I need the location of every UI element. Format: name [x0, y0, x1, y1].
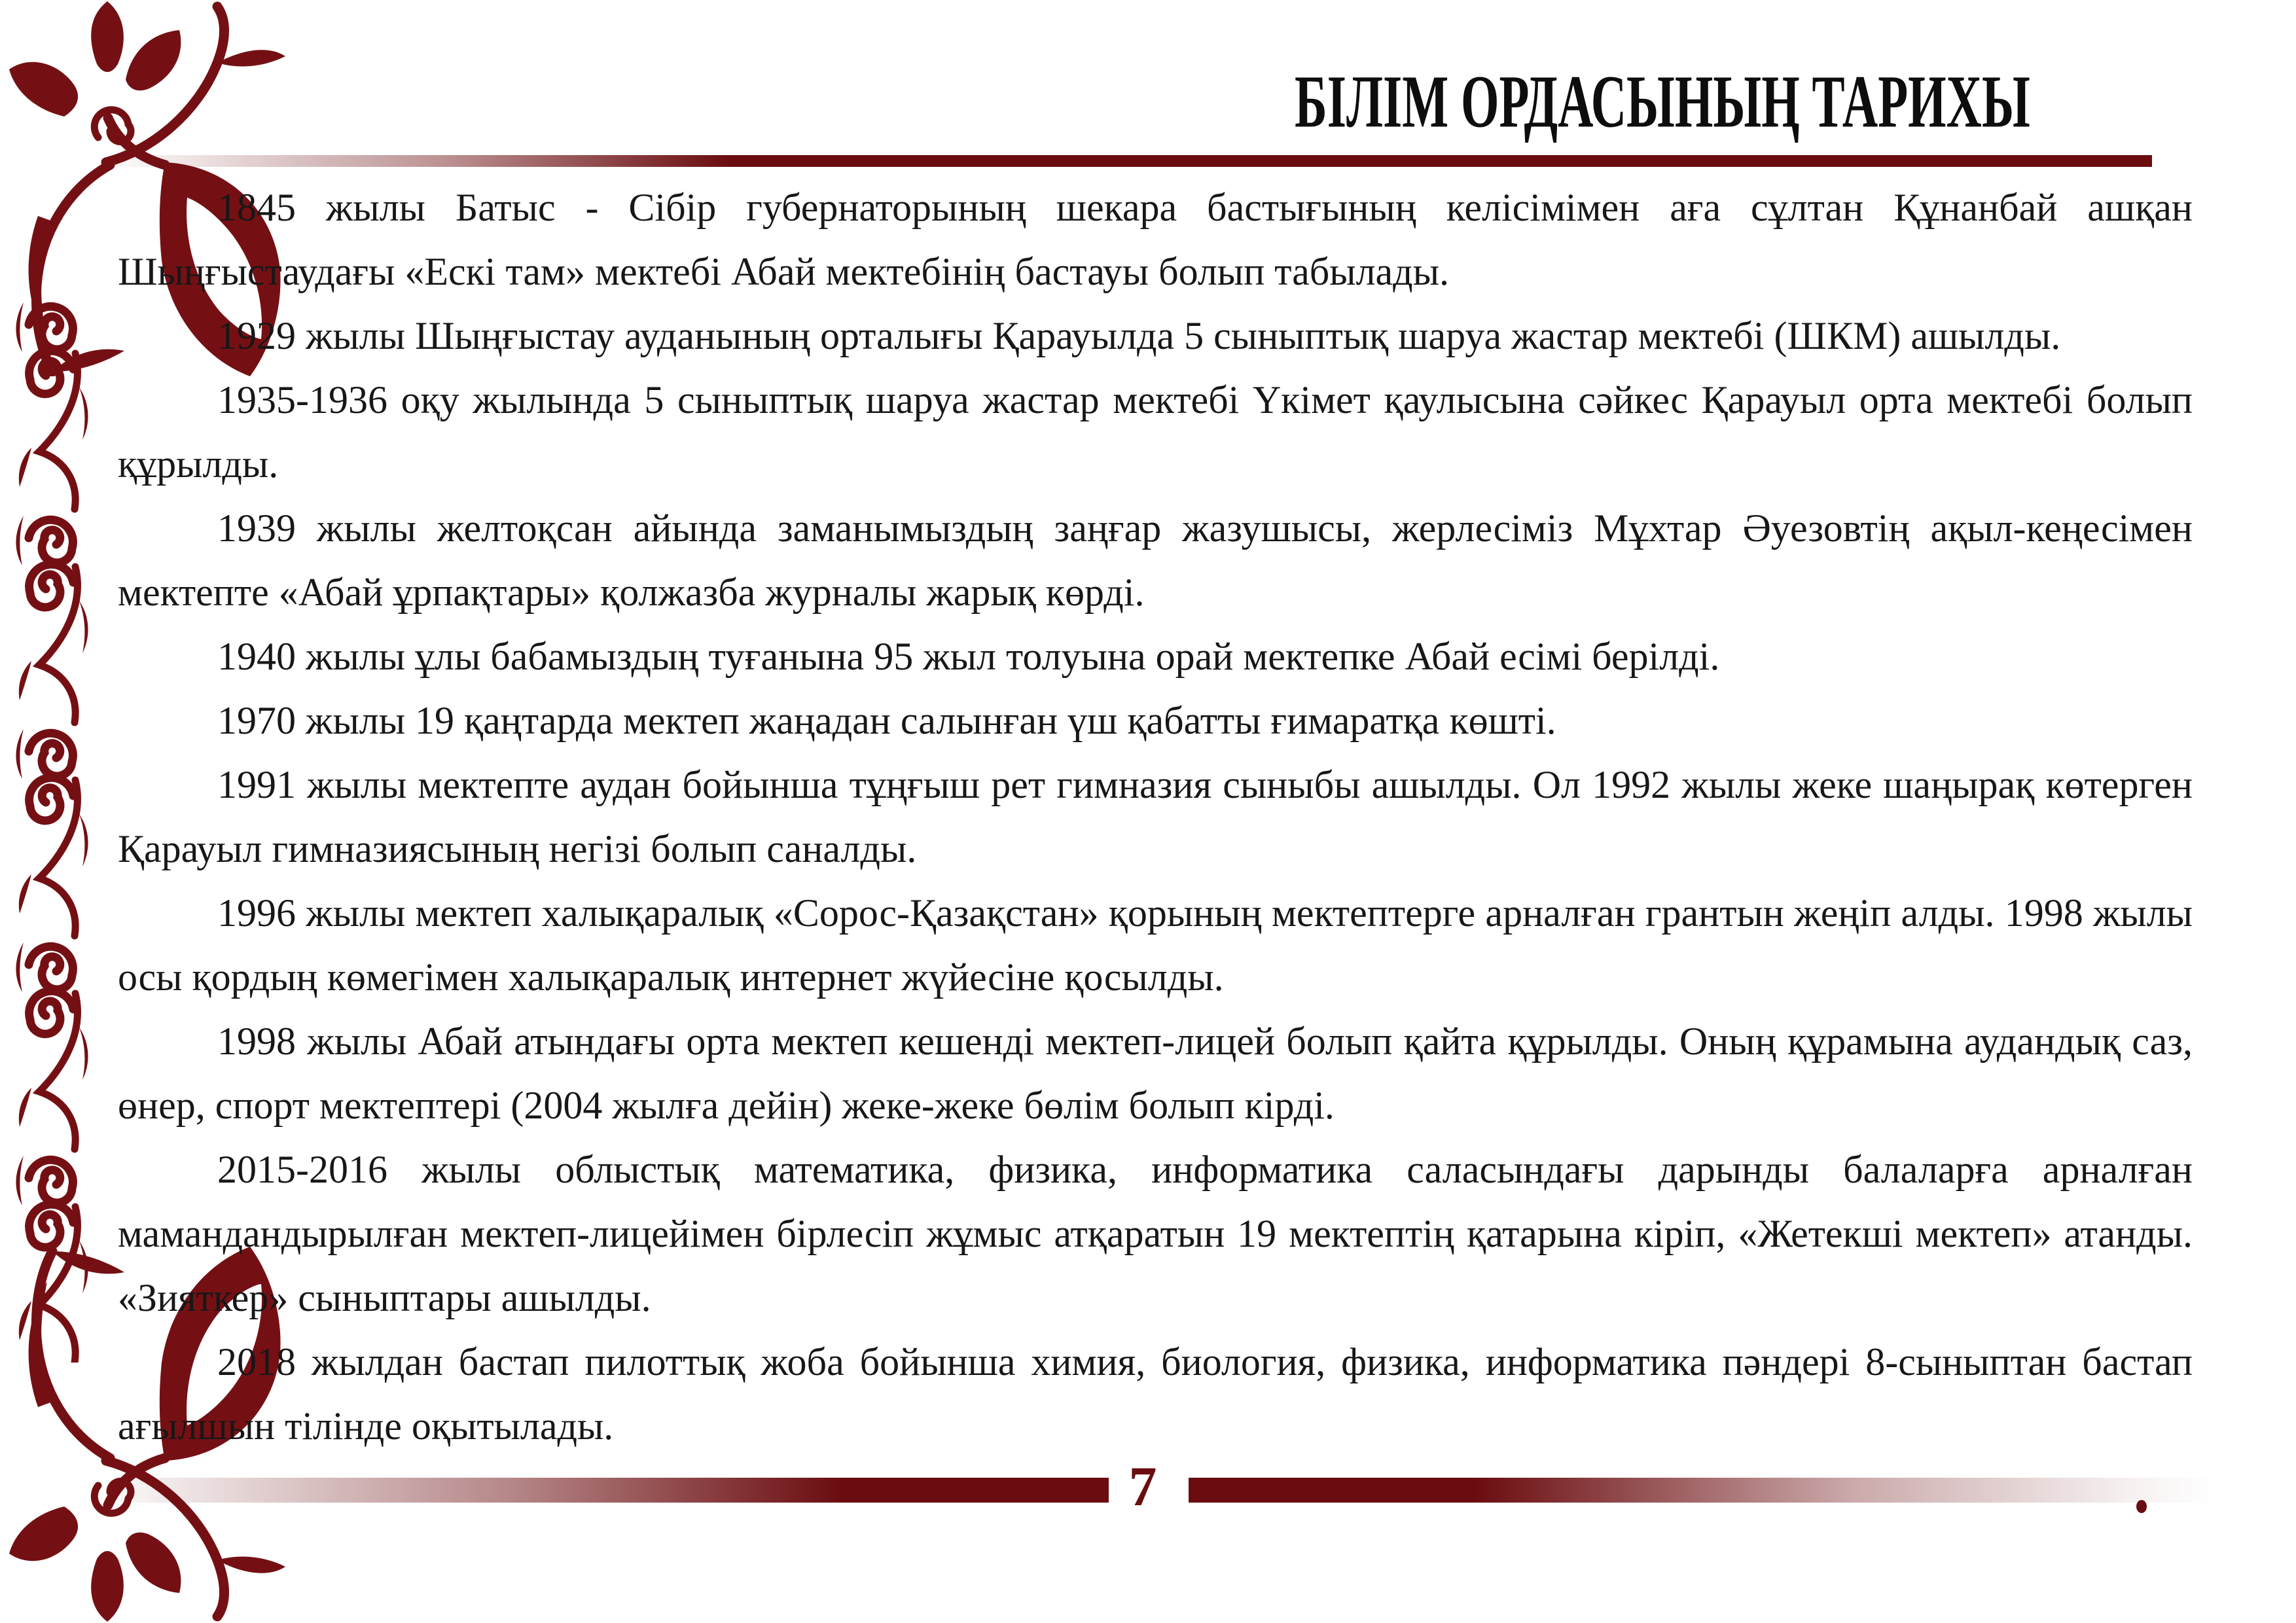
paragraph-1970: 1970 жылы 19 қаңтарда мектеп жаңадан салынған үш қабатты ғимаратқа көшті.	[217, 699, 1556, 742]
footer-dot	[2136, 1500, 2147, 1513]
paragraph-1939: 1939 жылы желтоқсан айында заманымыздың заңғар жазушысы, жерлесіміз Мұхтар Әуезовтің ақыл-кеңесімен мектепте «Абай ұрпақтары» қолжазба журналы жарық көрді.	[118, 507, 2193, 614]
title-underline-rule	[118, 155, 2152, 167]
paragraph-1935: 1935-1936 оқу жылында 5 сыныптық шаруа жастар мектебі Үкімет қаулысына сәйкес Қарауыл орта мектебі болып құрылды.	[118, 378, 2193, 486]
paragraph-1929: 1929 жылы Шыңғыстау ауданының орталығы Қарауылда 5 сыныптық шаруа жастар мектебі (ШКМ) ашылды.	[217, 314, 2061, 357]
page-title: БІЛІМ ОРДАСЫНЫҢ ТАРИХЫ	[1295, 60, 2030, 144]
kazakh-ornament-chain-icon	[12, 296, 93, 1363]
footer-rule-right	[1189, 1478, 2214, 1503]
paragraph-1845: 1845 жылы Батыс - Сібір губернаторының шекара бастығының келісімімен аға сұлтан Құнанбай ашқан Шыңғыстаудағы «Ескі там» мектебі Абай мектебінің бастауы болып табылады.	[118, 186, 2193, 293]
paragraph-1996: 1996 жылы мектеп халықаралық «Сорос-Қазақстан» қорының мектептерге арналған грантын жеңіп алды. 1998 жылы осы қордың көмегімен халықаралық интернет жүйесіне қосылды.	[118, 891, 2193, 999]
paragraph-1940: 1940 жылы ұлы бабамыздың туғанына 95 жыл толуына орай мектепке Абай есімі берілді.	[217, 635, 1720, 678]
page-number: 7	[1128, 1455, 1157, 1518]
footer-rule-left	[118, 1478, 1109, 1503]
paragraph-1991: 1991 жылы мектепте аудан бойынша тұңғыш рет гимназия сыныбы ашылды. Ол 1992 жылы жеке шаңырақ көтерген Қарауыл гимназиясының негізі болып саналды.	[118, 763, 2193, 870]
paragraph-2018: 2018 жылдан бастап пилоттық жоба бойынша химия, биология, физика, информатика пәндері 8-сыныптан бастап ағылшын тілінде оқытылады.	[118, 1340, 2193, 1448]
paragraph-1998: 1998 жылы Абай атындағы орта мектеп кешенді мектеп-лицей болып қайта құрылды. Оның құрамына аудандық саз, өнер, спорт мектептері (2004 жылға дейін) жеке-жеке бөлім болып кірді.	[118, 1020, 2193, 1127]
paragraph-2015: 2015-2016 жылы облыстық математика, физика, информатика саласындағы дарынды балаларға арналған мамандандырылған мектеп-лицейімен бірлесіп жұмыс атқаратын 19 мектептің қатарына кіріп, «Жетекші мектеп» атанды. «Зияткер» сыныптары ашылды.	[118, 1148, 2193, 1319]
history-text-block	[118, 175, 2193, 1458]
